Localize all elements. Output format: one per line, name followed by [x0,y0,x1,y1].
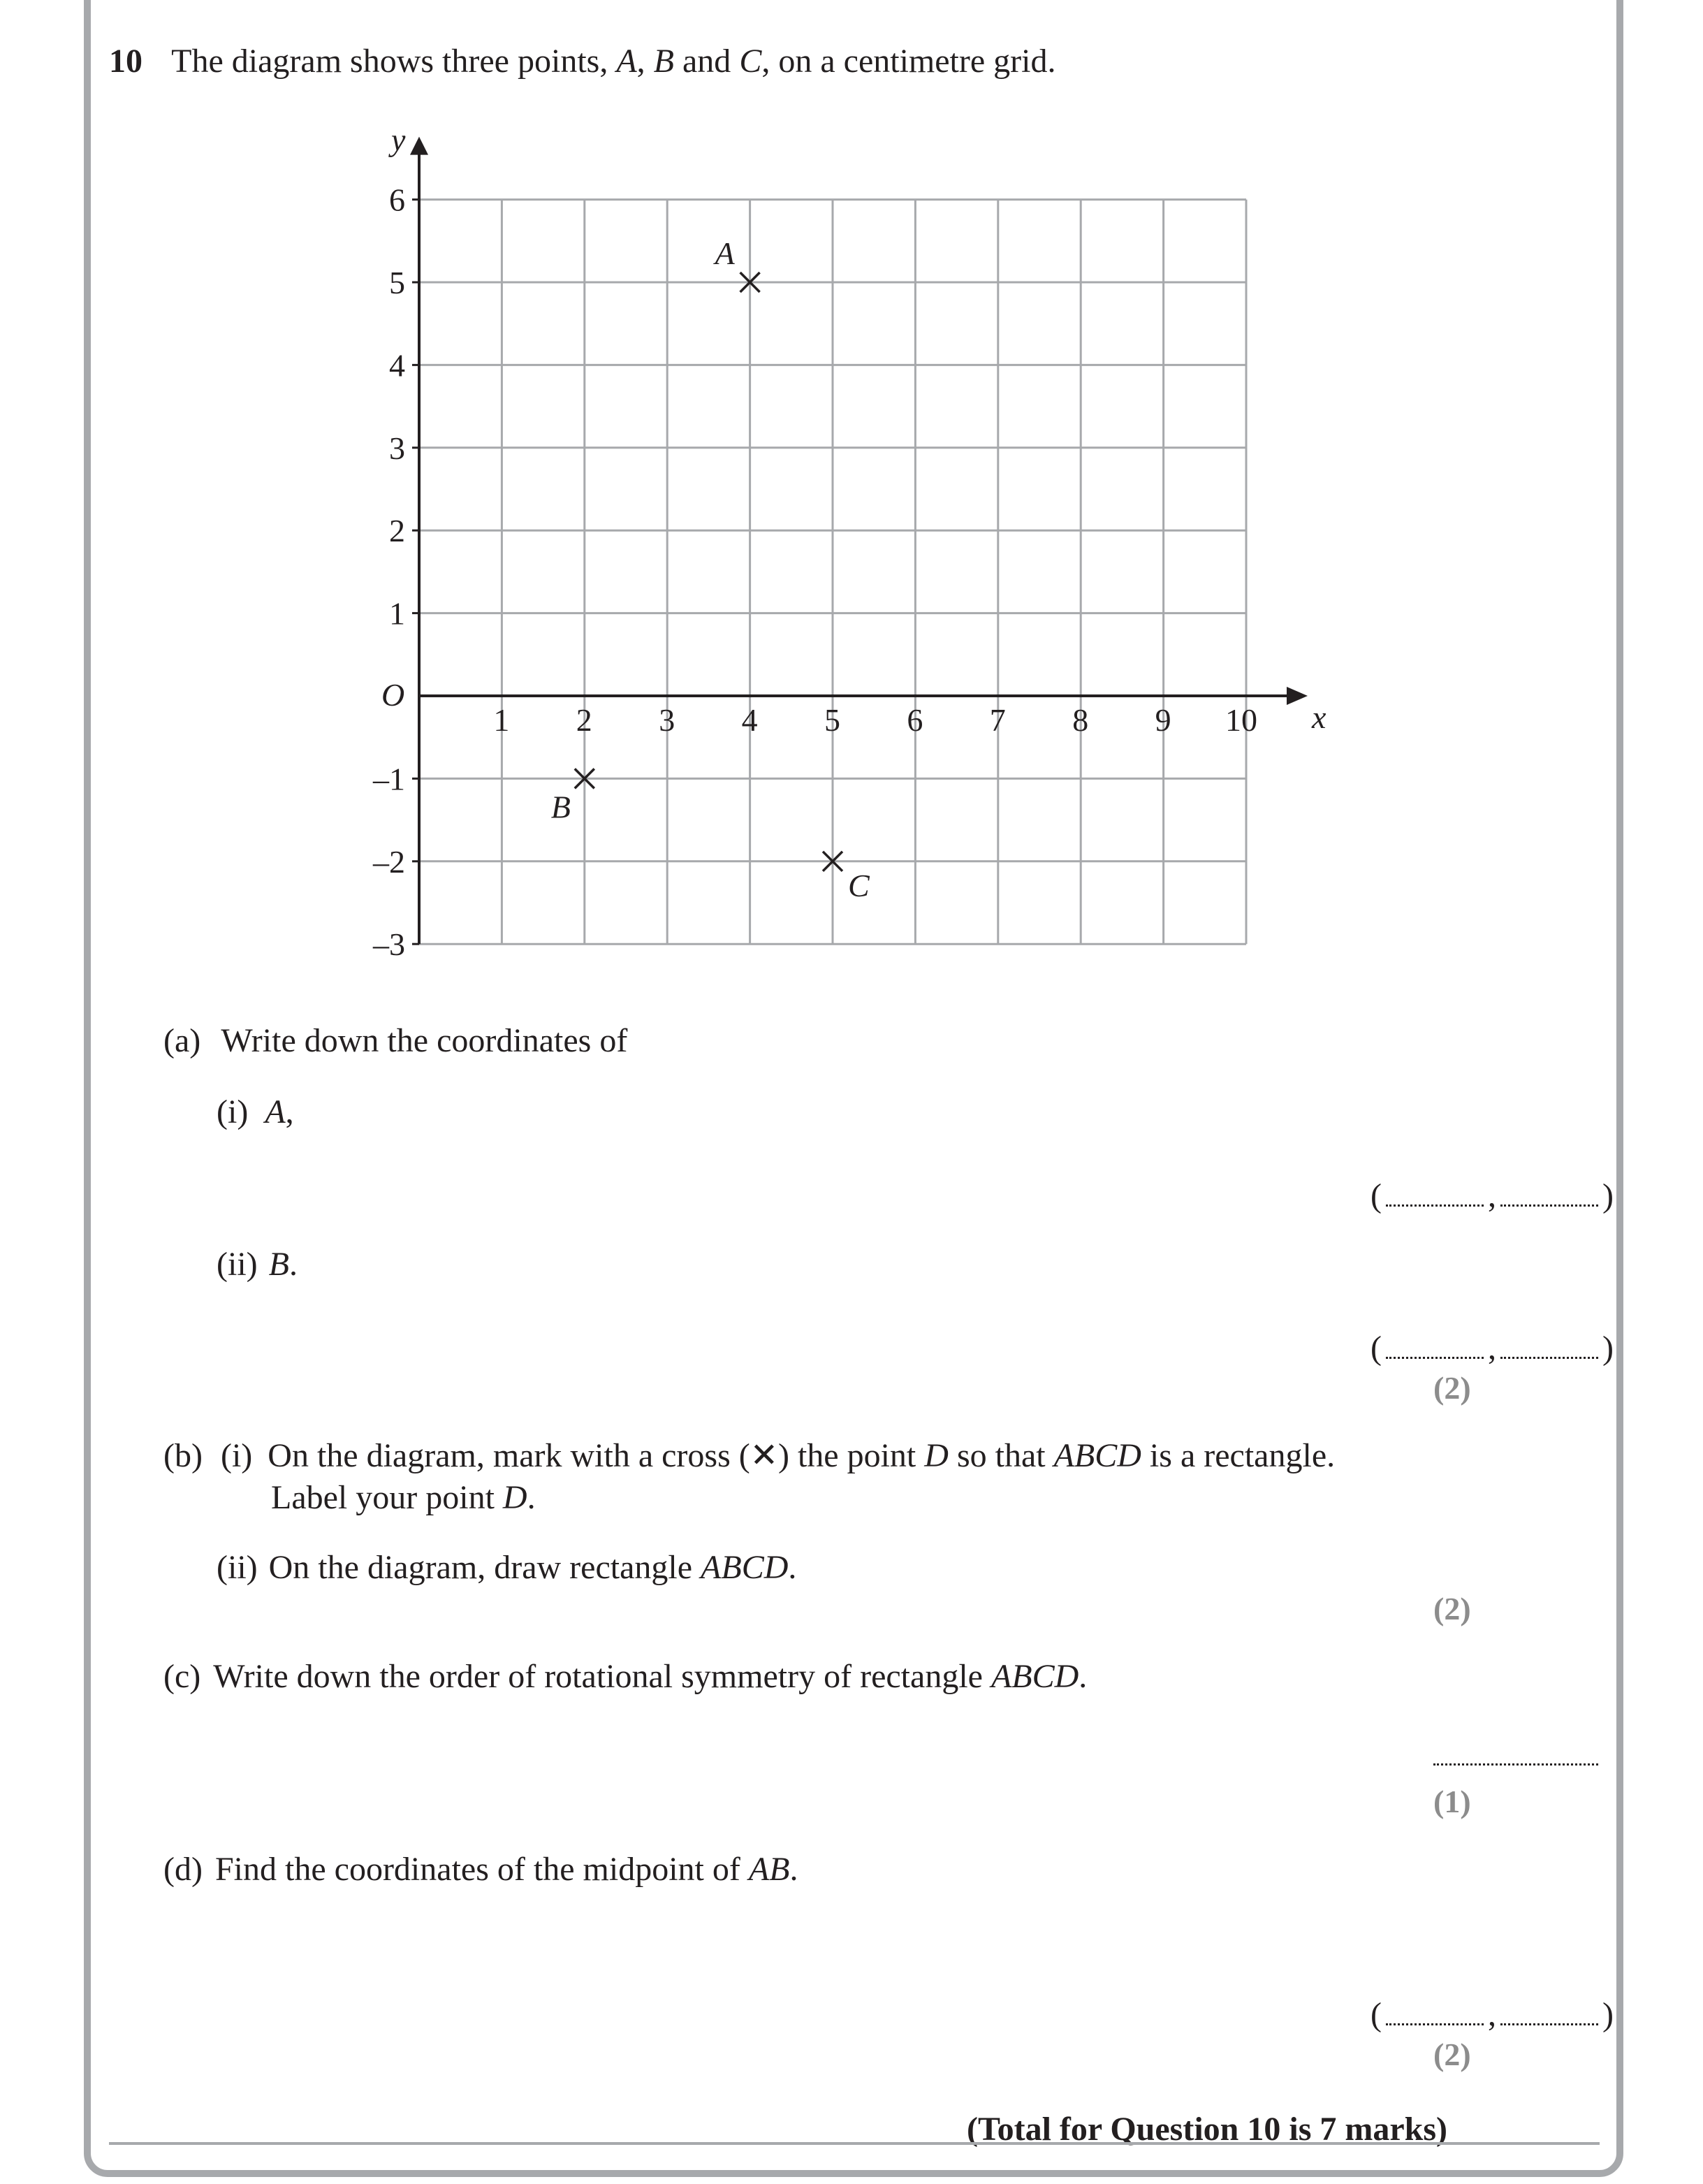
part-b-marks: (2) [1433,1591,1471,1626]
part-b-i-label: (i) [220,1437,253,1474]
x-tick-label: 3 [659,702,675,738]
x-tick-label: 7 [989,702,1006,738]
bottom-rule [109,2142,1600,2145]
point-label-b: B [550,789,571,825]
answer-close-paren: ) [1602,1996,1614,2033]
part-b-i-line2-pre: Label your point [271,1479,503,1516]
intro-point-b: B [653,43,674,80]
part-b-i-text-mid: so that [948,1437,1054,1474]
answer-open-paren: ( [1371,1996,1382,2033]
point-label-a: A [715,235,735,271]
tick-labels [372,122,1326,963]
part-a-ii-punct: . [288,1246,298,1283]
y-tick-label: 2 [389,513,405,549]
y-tick-label: 4 [389,347,405,384]
part-a-ii [217,1248,298,1281]
answer-y-field[interactable] [1500,1336,1598,1359]
point-label-c: C [848,867,870,903]
y-axis-label: y [391,122,406,158]
grid-lines [419,200,1246,945]
part-b-ii-text-pre: On the diagram, draw rectangle [268,1549,701,1586]
part-b-i [163,1439,1335,1473]
part-b-i-line2-post: . [527,1479,536,1516]
intro-point-a: A [616,43,637,80]
part-a-text: Write down the coordinates of [221,1022,628,1059]
coordinate-grid [0,0,1703,992]
part-d-ab: AB [748,1851,790,1888]
part-d-question [163,1853,798,1886]
part-b-ii-label: (ii) [217,1549,258,1586]
answer-a-i [1371,1179,1614,1213]
x-tick-label: 5 [824,702,840,738]
part-b-i-abcd: ABCD [1053,1437,1141,1474]
part-a-marks: (2) [1433,1370,1471,1406]
part-b-i-line2-d: D [502,1479,527,1516]
intro-point-c: C [739,43,762,80]
part-a-i-point: A [265,1093,286,1130]
question-number: 10 [109,43,142,80]
answer-c-field[interactable] [1433,1763,1598,1766]
part-b-ii-text-post: . [788,1549,797,1586]
answer-a-ii [1371,1332,1614,1365]
part-c-label: (c) [163,1658,201,1695]
x-axis-label: x [1312,699,1326,735]
axes [410,137,1308,945]
intro-sep: , [636,43,654,80]
y-tick-label: –3 [373,926,405,963]
answer-d [1371,1998,1614,2032]
part-a-ii-label: (ii) [217,1246,258,1283]
x-tick-label: 8 [1072,702,1089,738]
part-c-text-pre: Write down the order of rotational symmetry of rectangle [213,1658,991,1695]
part-a-i [217,1095,294,1129]
answer-comma: , [1487,1177,1496,1214]
answer-open-paren: ( [1371,1330,1382,1367]
total-marks: (Total for Question 10 is 7 marks) [967,2111,1448,2148]
intro-text-pre: The diagram shows three points, [171,43,617,80]
answer-x-field[interactable] [1386,1336,1484,1359]
part-b-label: (b) [163,1437,203,1474]
y-tick-label: 3 [389,430,405,466]
x-tick-label: 6 [907,702,923,738]
answer-open-paren: ( [1371,1177,1382,1214]
x-axis-arrow [1287,687,1308,705]
y-tick-label: 1 [389,595,405,632]
y-tick-label: 5 [389,265,405,300]
part-a-question [163,1024,627,1058]
part-b-i-text-post: is a rectangle. [1141,1437,1336,1474]
part-d-marks: (2) [1433,2037,1471,2072]
intro-and: and [674,43,740,80]
part-b-i-text-pre: On the diagram, mark with a cross (✕) the point [268,1437,925,1474]
answer-y-field[interactable] [1500,2002,1598,2025]
x-tick-label: 9 [1155,702,1171,738]
part-b-ii-abcd: ABCD [701,1549,789,1586]
answer-y-field[interactable] [1500,1184,1598,1207]
x-tick-label: 4 [741,702,758,738]
origin-label: O [381,677,405,713]
answer-close-paren: ) [1602,1330,1614,1367]
answer-comma: , [1487,1330,1496,1367]
part-a-i-punct: , [285,1093,294,1130]
intro-text-post: , on a centimetre grid. [761,43,1056,80]
part-c-abcd: ABCD [991,1658,1079,1695]
y-tick-label: –2 [373,843,405,880]
part-d-text-post: . [789,1851,798,1888]
part-b-i-d: D [924,1437,949,1474]
answer-comma: , [1487,1996,1496,2033]
answer-x-field[interactable] [1386,2002,1484,2025]
part-b-ii [217,1551,796,1585]
part-d-text-pre: Find the coordinates of the midpoint of [214,1851,749,1888]
part-a-ii-point: B [268,1246,289,1283]
answer-close-paren: ) [1602,1177,1614,1214]
y-axis-arrow [410,137,428,155]
part-c-marks: (1) [1433,1784,1471,1819]
part-c-question [163,1660,1087,1694]
x-tick-label: 10 [1225,702,1257,738]
y-tick-label: –1 [373,761,405,797]
x-tick-label: 2 [576,702,592,738]
part-d-label: (d) [163,1851,203,1888]
part-b-i-line2 [271,1481,536,1515]
part-a-label: (a) [163,1022,201,1059]
part-a-i-label: (i) [217,1093,249,1130]
plotted-points [551,235,870,903]
answer-x-field[interactable] [1386,1184,1484,1207]
y-tick-label: 6 [389,182,405,218]
x-tick-label: 1 [493,702,510,738]
part-c-text-post: . [1079,1658,1088,1695]
